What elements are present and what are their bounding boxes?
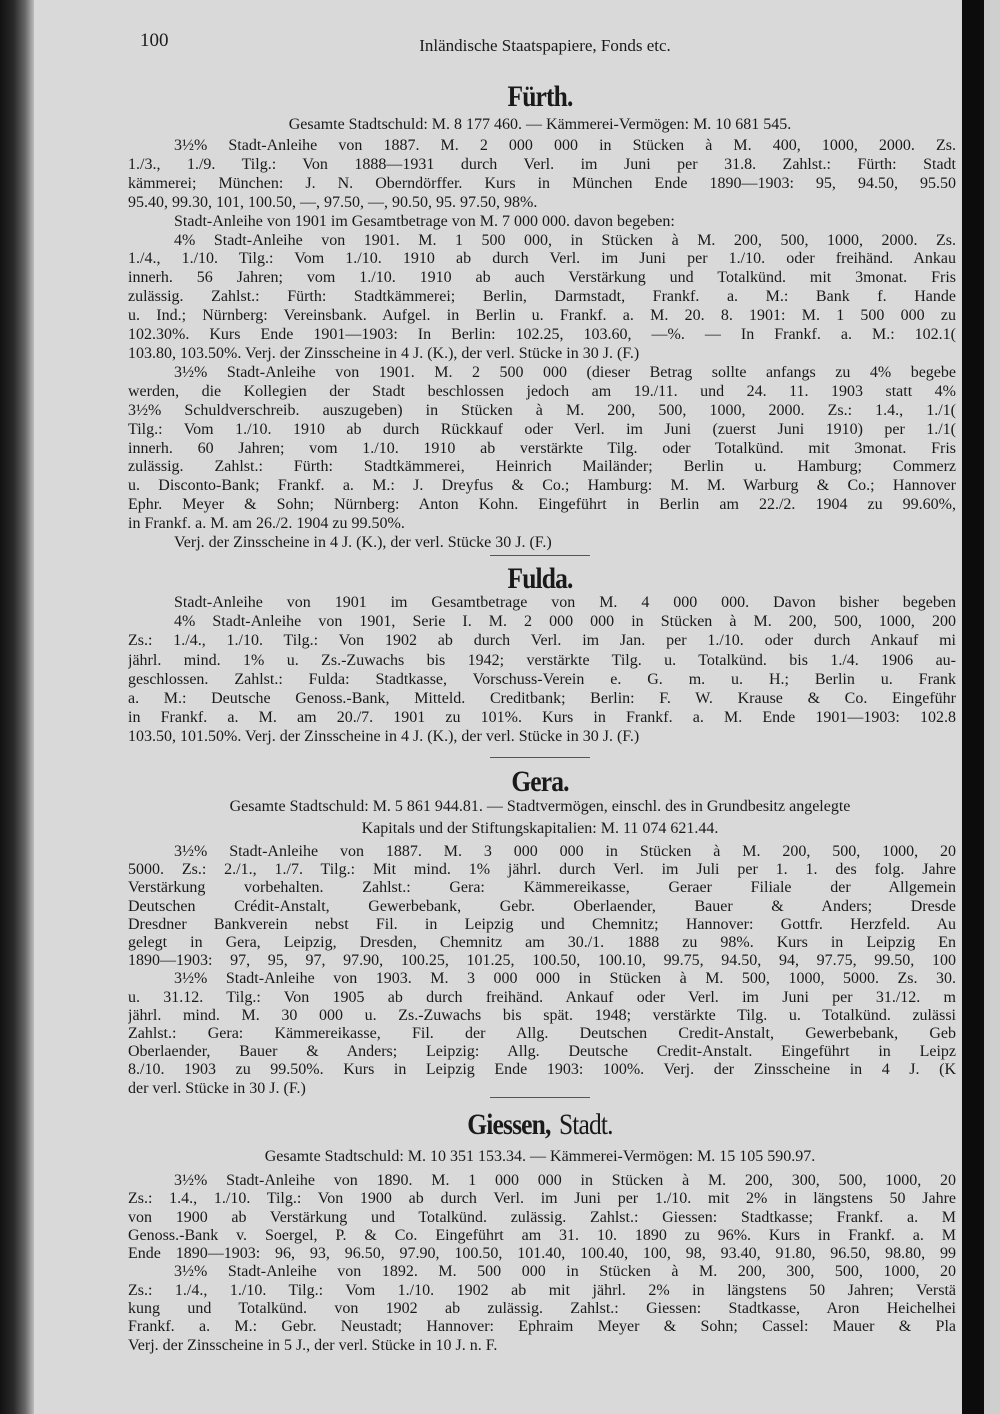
city-heading <box>187 1108 893 1142</box>
text-line: jährl. mind. 1% u. Zs.-Zuwachs bis 1942; verstärkte Tilg. u. Totalkünd. bis 1./4. 1906 au- <box>128 651 956 669</box>
text-line: Zs.: 1./4., 1./10. Tilg.: Vom 1./10. 1902 ab mit jährl. 2% in längstens 50 Jahren; Verstä <box>128 1281 956 1299</box>
text-line: werden, die Kollegien der Stadt beschlossen jedoch am 19./11. und 24. 11. 1903 statt 4% <box>128 382 956 400</box>
text-line: 95.40, 99.30, 101, 100.50, —, 97.50, —, 90.50, 95. 97.50, 98%. <box>128 193 538 211</box>
loan-entries <box>128 593 956 747</box>
text-line: 3½% Stadt-Anleihe von 1901. M. 2 500 000 (dieser Betrag sollte anfangs zu 4% begebe <box>174 363 956 381</box>
city-heading <box>187 80 893 114</box>
text-line: 102.30%. Kurs Ende 1901—1903: In Berlin: 102.25, 103.60, —%. — In Frankf. a. M.: 102.1( <box>128 326 956 344</box>
text-line: Verj. der Zinsscheine in 4 J. (K.), der verl. Stücke 30 J. (F.) <box>174 534 552 552</box>
city-subtitle: Stadt. <box>558 1108 613 1141</box>
city-name: Fürth. <box>507 80 573 113</box>
text-line: Verj. der Zinsscheine in 5 J., der verl. Stücke in 10 J. n. F. <box>128 1336 498 1354</box>
scan-left-edge <box>0 0 34 1414</box>
text-line: Zs.: 1./4., 1./10. Tilg.: Von 1902 ab durch Verl. im Jan. per 1./10. oder durch Ankauf mi <box>128 632 956 650</box>
scan-right-edge <box>962 0 984 1414</box>
text-line: a. M.: Deutsche Genoss.-Bank, Mitteld. Creditbank; Berlin: F. W. Krause & Co. Eingeführ <box>128 690 956 708</box>
text-line: 3½% Stadt-Anleihe von 1887. M. 3 000 000 in Stücken à M. 200, 500, 1000, 20 <box>174 843 956 860</box>
text-line: 3½% Stadt-Anleihe von 1903. M. 3 000 000 in Stücken à M. 500, 1000, 5000. Zs. 30. <box>174 970 956 988</box>
scan-right-margin <box>984 0 1000 1414</box>
text-line: kung und Totalkünd. von 1902 ab zulässig. Zahlst.: Giessen: Stadtkasse, Aron Heichelhei <box>128 1300 956 1318</box>
text-line: 1./4., 1./10. Tilg.: Vom 1./10. 1910 ab durch Verl. im Juni per 1./10. oder freihänd. Ankau <box>128 250 956 268</box>
text-line: Oberlaender, Bauer & Anders; Leipzig: Allg. Deutsche Credit-Anstalt. Eingeführt in Leipz <box>128 1043 956 1061</box>
text-line: gelegt in Gera, Leipzig, Dresden, Chemnitz am 30./1. 1888 zu 98%. Kurs in Leipzig En <box>128 934 956 952</box>
text-line: Genoss.-Bank v. Soergel, P. & Co. Eingeführt am 31. 10. 1890 zu 96%. Kurs in Frankf. a. M <box>128 1226 956 1244</box>
text-line: Frankf. a. M.: Gebr. Neustadt; Hannover: Ephraim Meyer & Sohn; Cassel: Mauer & Pla <box>128 1318 956 1336</box>
text-line: Dresdner Bankverein nebst Fil. in Leipzig und Chemnitz; Hannover: Gottfr. Herzfeld. Au <box>128 915 956 933</box>
city-name: Fulda. <box>507 562 573 595</box>
text-line: Verstärkung vorbehalten. Zahlst.: Gera: Kämmereikasse, Geraer Filiale der Allgemein <box>128 879 956 897</box>
text-line: Deutschen Crédit-Anstalt, Gewerbebank, Gebr. Oberlaender, Bauer & Anders; Dresde <box>128 897 956 915</box>
text-line: u. Ind.; Nürnberg: Vereinsbank. Aufgel. in Berlin u. Frankf. a. M. 20. 8. 1901: M. 1 500 000 zu <box>128 307 956 325</box>
running-title: Inländische Staatspapiere, Fonds etc. <box>419 36 671 55</box>
text-line: Stadt-Anleihe von 1901 im Gesamtbetrage von M. 4 000 000. Davon bisher begeben <box>174 594 956 611</box>
text-line: 1./3., 1./9. Tilg.: Von 1888—1931 durch Verl. im Juni per 31.8. Zahlst.: Fürth: Stadt <box>128 155 956 173</box>
text-line: von 1900 ab Verstärkung und Totalkünd. zulässig. Zahlst.: Giessen: Stadtkasse; Frankf. a. M <box>128 1208 956 1226</box>
text-line: innerh. 60 Jahren; vom 1./10. 1910 ab verstärkte Tilg. oder Totalkünd. mit 3monat. Fris <box>128 439 956 457</box>
text-line: 3½% Schuldverschreib. auszugeben) in Stücken à M. 200, 500, 1000, 2000. Zs.: 1.4., 1./1( <box>128 401 956 419</box>
city-name: Giessen, <box>467 1108 551 1141</box>
city-heading <box>187 562 893 596</box>
text-line: Stadt-Anleihe von 1901 im Gesamtbetrage von M. 7 000 000. davon begeben: <box>174 212 675 230</box>
text-line: Zahlst.: Gera: Kämmereikasse, Fil. der Allg. Deutschen Credit-Anstalt, Gewerbebank, Geb <box>128 1025 956 1043</box>
text-line: 8./10. 1903 zu 99.50%. Kurs in Leipzig Ende 1903: 100%. Verj. der Zinsscheine in 4 J. (K <box>128 1061 956 1079</box>
text-line: jährl. mind. M. 30 000 u. Zs.-Zuwachs bis spät. 1948; verstärkte Tilg. u. Totalkünd. zulässi <box>128 1006 956 1024</box>
loan-entries <box>128 1172 956 1355</box>
text-line: in Frankf. a. M. am 26./2. 1904 zu 99.50%. <box>128 515 405 533</box>
text-line: 1890—1903: 97, 95, 97, 97.90, 100.25, 101.25, 100.50, 100.10, 99.75, 94.50, 94, 97.75, 99.50, 100 <box>128 952 956 970</box>
text-line: u. 31.12. Tilg.: Von 1905 ab durch freihänd. Ankauf oder Verl. im Juni per 31./12. m <box>128 988 956 1006</box>
page-number: 100 <box>140 30 169 51</box>
text-line: 103.50, 101.50%. Verj. der Zinsscheine in 4 J. (K.), der verl. Stücke in 30 J. (F.) <box>128 728 640 746</box>
text-line: innerh. 56 Jahren; vom 1./10. 1910 ab auch Verstärkung und Totalkünd. mit 3monat. Fris <box>128 269 956 287</box>
text-line: kämmerei; München: J. N. Oberndörffer. Kurs in München Ende 1890—1903: 95, 94.50, 95.50 <box>128 174 956 192</box>
text-line: 103.80, 103.50%. Verj. der Zinsscheine in 4 J. (K.), der verl. Stücke in 30 J. (F.) <box>128 344 640 362</box>
text-line: der verl. Stücke in 30 J. (F.) <box>128 1079 306 1097</box>
text-line: Tilg.: Vom 1./10. 1910 ab durch Rückkauf oder Verl. im Juni (zuerst Juni 1910) per 1./1( <box>128 420 956 438</box>
text-line: 3½% Stadt-Anleihe von 1890. M. 1 000 000 in Stücken à M. 200, 300, 500, 1000, 20 <box>174 1172 956 1189</box>
text-line: zulässig. Zahlst.: Fürth: Stadtkämmerei; Berlin, Darmstadt, Frankf. a. M.: Bank f. Hande <box>128 288 956 306</box>
text-line: Ende 1890—1903: 96, 93, 96.50, 97.90, 100.50, 101.40, 100.40, 100, 98, 93.40, 91.80, 96.50, 98.80, 99 <box>128 1245 956 1263</box>
text-line: geschlossen. Zahlst.: Fulda: Stadtkasse, Vorschuss-Verein e. G. m. u. H.; Berlin u. Frank <box>128 670 956 688</box>
city-name: Gera. <box>511 765 569 798</box>
section-divider <box>490 757 590 758</box>
text-line: 5000. Zs.: 2./1., 1./7. Tilg.: Mit mind. 1% jährl. durch Verl. im Juli per 1. 1. des folg. Jahre <box>128 861 956 879</box>
debt-summary: Gesamte Stadtschuld: M. 8 177 460. — Kämmerei-Vermögen: M. 10 681 545. <box>288 116 792 133</box>
debt-summary: Gesamte Stadtschuld: M. 5 861 944.81. — Stadtvermögen, einschl. des in Grundbesitz angelegte <box>229 798 851 815</box>
text-line: zulässig. Zahlst.: Fürth: Stadtkämmerei, Heinrich Mailänder; Berlin u. Hamburg; Commerz <box>128 458 956 476</box>
text-line: Zs.: 1.4., 1./10. Tilg.: Von 1900 ab durch Verl. im Juni per 1./10. mit 2% in längstens 50 Jahre <box>128 1190 956 1208</box>
text-line: 3½% Stadt-Anleihe von 1887. M. 2 000 000 in Stücken à M. 400, 1000, 2000. Zs. <box>174 137 956 154</box>
section-divider <box>490 555 590 556</box>
text-line: 4% Stadt-Anleihe von 1901. M. 1 500 000, in Stücken à M. 200, 500, 1000, 2000. Zs. <box>174 231 956 249</box>
text-line: in Frankf. a. M. am 20./7. 1901 zu 101%. Kurs in Frankf. a. M. Ende 1901—1903: 102.8 <box>128 709 956 727</box>
text-line: u. Disconto-Bank; Frankf. a. M.: J. Dreyfus & Co.; Hamburg: M. M. Warburg & Co.; Hannover <box>128 477 956 495</box>
city-heading <box>187 765 893 799</box>
text-line: 4% Stadt-Anleihe von 1901, Serie I. M. 2 000 000 in Stücken à M. 200, 500, 1000, 200 <box>174 613 956 631</box>
text-line: 3½% Stadt-Anleihe von 1892. M. 500 000 in Stücken à M. 200, 300, 500, 1000, 20 <box>174 1263 956 1281</box>
text-line: Ephr. Meyer & Sohn; Nürnberg: Anton Kohn. Eingeführt in Berlin am 22./2. 1904 zu 99.60%, <box>128 496 956 514</box>
debt-summary: Kapitals und der Stiftungskapitalien: M. 11 074 621.44. <box>361 820 719 837</box>
debt-summary: Gesamte Stadtschuld: M. 10 351 153.34. — Kämmerei-Vermögen: M. 15 105 590.97. <box>264 1148 816 1165</box>
section-divider <box>490 1097 590 1098</box>
loan-entries <box>128 137 956 553</box>
loan-entries <box>128 843 956 1098</box>
